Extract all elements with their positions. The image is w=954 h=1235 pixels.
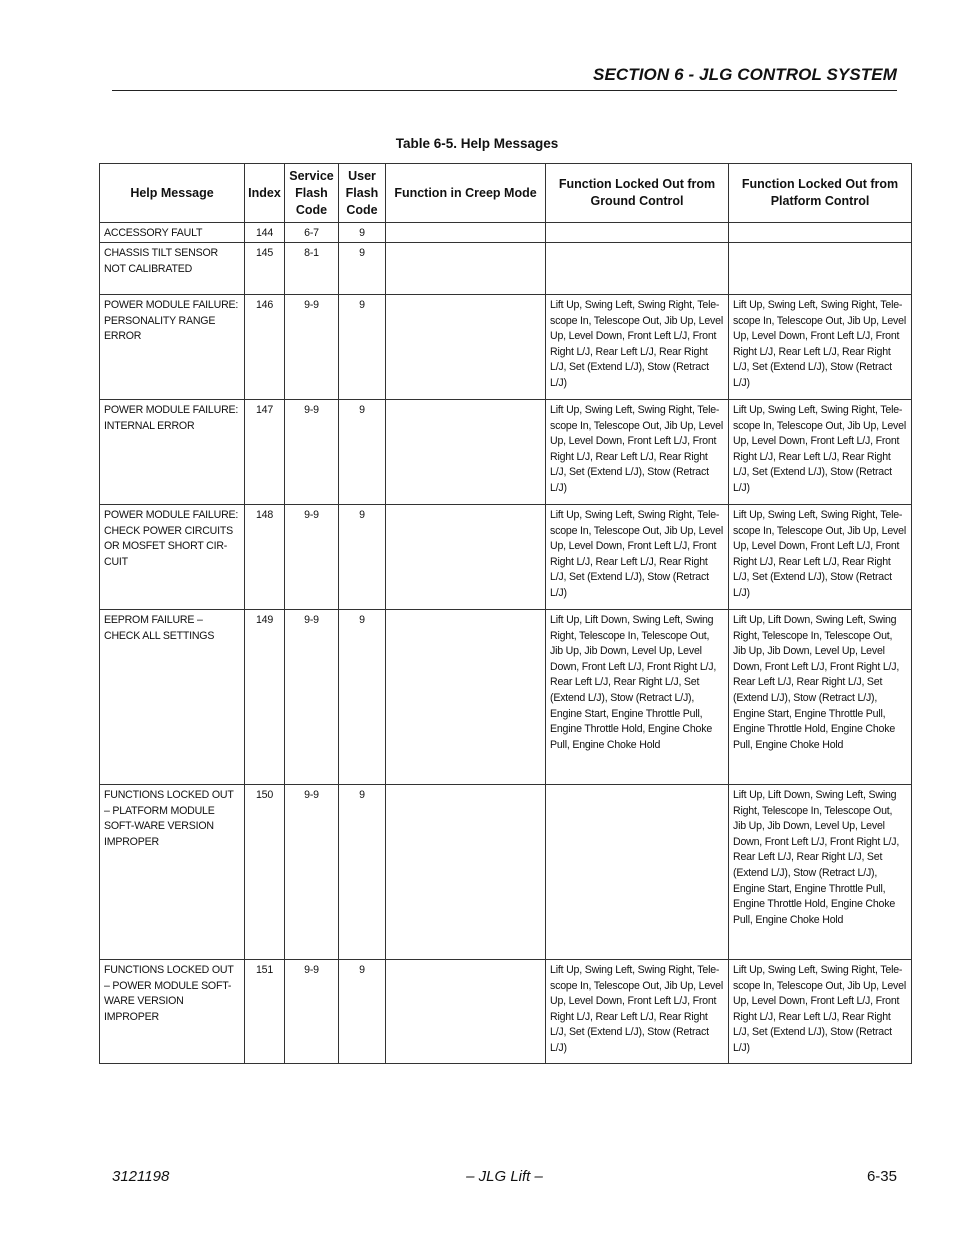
user-code-cell: 9 [339,960,386,1064]
index-cell: 149 [245,610,285,785]
ground-control-cell: Lift Up, Swing Left, Swing Right, Tele-scope In, Telescope Out, Jib Up, Level Up, Level Down, Front Left L/J, Front Right L/J, Rear Left L/J, Rear Right L/J, Set (Extend L/J), Stow (Retract L/J) [546,295,729,400]
user-code-cell: 9 [339,610,386,785]
table-row [100,505,912,610]
creep-mode-cell [386,785,546,960]
col-header-service-flash-code: Service Flash Code [285,164,339,223]
creep-mode-cell [386,610,546,785]
service-code-cell: 9-9 [285,610,339,785]
col-header-platform-control: Function Locked Out from Platform Control [729,164,912,223]
col-header-user-flash-code: User Flash Code [339,164,386,223]
help-message-cell: FUNCTIONS LOCKED OUT – POWER MODULE SOFT-WARE VERSION IMPROPER [100,960,245,1064]
creep-mode-cell [386,243,546,295]
help-message-cell: POWER MODULE FAILURE: INTERNAL ERROR [100,400,245,505]
ground-control-cell: Lift Up, Lift Down, Swing Left, Swing Right, Telescope In, Telescope Out, Jib Up, Jib Down, Level Up, Level Down, Front Left L/J, Front Right L/J, Rear Left L/J, Rear Right L/J, Set (Extend L/J), Stow (Retract L/J), Engine Start, Engine Throttle Pull, Engine Throttle Hold, Engine Choke Pull, Engine Choke Hold [546,610,729,785]
help-message-cell: POWER MODULE FAILURE: PERSONALITY RANGE ERROR [100,295,245,400]
col-header-index: Index [245,164,285,223]
col-header-ground-control: Function Locked Out from Ground Control [546,164,729,223]
service-code-cell: 9-9 [285,400,339,505]
table-row [100,785,912,960]
index-cell: 146 [245,295,285,400]
platform-control-cell: Lift Up, Swing Left, Swing Right, Tele-scope In, Telescope Out, Jib Up, Level Up, Level Down, Front Left L/J, Front Right L/J, Rear Left L/J, Rear Right L/J, Set (Extend L/J), Stow (Retract L/J) [729,960,912,1064]
platform-control-cell: Lift Up, Swing Left, Swing Right, Tele-scope In, Telescope Out, Jib Up, Level Up, Level Down, Front Left L/J, Front Right L/J, Rear Left L/J, Rear Right L/J, Set (Extend L/J), Stow (Retract L/J) [729,400,912,505]
creep-mode-cell [386,505,546,610]
page-number: 6-35 [866,1168,897,1185]
creep-mode-cell [386,295,546,400]
user-code-cell: 9 [339,785,386,960]
help-message-cell: POWER MODULE FAILURE: CHECK POWER CIRCUITS OR MOSFET SHORT CIR-CUIT [100,505,245,610]
user-code-cell: 9 [339,295,386,400]
page-header [112,64,897,91]
index-cell: 150 [245,785,285,960]
help-message-cell: FUNCTIONS LOCKED OUT – PLATFORM MODULE SOFT-WARE VERSION IMPROPER [100,785,245,960]
table-row [100,610,912,785]
index-cell: 151 [245,960,285,1064]
ground-control-cell: Lift Up, Swing Left, Swing Right, Tele-scope In, Telescope Out, Jib Up, Level Up, Level Down, Front Left L/J, Front Right L/J, Rear Left L/J, Rear Right L/J, Set (Extend L/J), Stow (Retract L/J) [546,400,729,505]
help-messages-table [99,163,912,1064]
service-code-cell: 9-9 [285,505,339,610]
user-code-cell: 9 [339,243,386,295]
user-code-cell: 9 [339,505,386,610]
platform-control-cell: Lift Up, Swing Left, Swing Right, Tele-scope In, Telescope Out, Jib Up, Level Up, Level Down, Front Left L/J, Front Right L/J, Rear Left L/J, Rear Right L/J, Set (Extend L/J), Stow (Retract L/J) [729,295,912,400]
platform-control-cell [729,223,912,243]
service-code-cell: 9-9 [285,960,339,1064]
creep-mode-cell [386,400,546,505]
section-title: SECTION 6 - JLG CONTROL SYSTEM [593,65,897,84]
service-code-cell: 8-1 [285,243,339,295]
platform-control-cell: Lift Up, Lift Down, Swing Left, Swing Right, Telescope In, Telescope Out, Jib Up, Jib Down, Level Up, Level Down, Front Left L/J, Front Right L/J, Rear Left L/J, Rear Right L/J, Set (Extend L/J), Stow (Retract L/J), Engine Start, Engine Throttle Pull, Engine Throttle Hold, Engine Choke Pull, Engine Choke Hold [729,785,912,960]
index-cell: 144 [245,223,285,243]
col-header-help-message: Help Message [100,164,245,223]
page-footer [112,1168,897,1188]
platform-control-cell: Lift Up, Swing Left, Swing Right, Tele-scope In, Telescope Out, Jib Up, Level Up, Level Down, Front Left L/J, Front Right L/J, Rear Left L/J, Rear Right L/J, Set (Extend L/J), Stow (Retract L/J) [729,505,912,610]
table-header-row [100,164,912,223]
service-code-cell: 9-9 [285,785,339,960]
table-row [100,223,912,243]
creep-mode-cell [386,223,546,243]
table-row [100,400,912,505]
user-code-cell: 9 [339,400,386,505]
platform-control-cell [729,243,912,295]
index-cell: 145 [245,243,285,295]
help-message-cell: EEPROM FAILURE – CHECK ALL SETTINGS [100,610,245,785]
ground-control-cell [546,785,729,960]
user-code-cell: 9 [339,223,386,243]
help-message-cell: CHASSIS TILT SENSOR NOT CALIBRATED [100,243,245,295]
brand-footer: – JLG Lift – [466,1168,543,1185]
help-message-cell: ACCESSORY FAULT [100,223,245,243]
table-caption: Table 6-5. Help Messages [395,136,559,151]
table-row [100,243,912,295]
service-code-cell: 6-7 [285,223,339,243]
ground-control-cell [546,243,729,295]
document-number: 3121198 [112,1168,170,1185]
ground-control-cell: Lift Up, Swing Left, Swing Right, Tele-scope In, Telescope Out, Jib Up, Level Up, Level Down, Front Left L/J, Front Right L/J, Rear Left L/J, Rear Right L/J, Set (Extend L/J), Stow (Retract L/J) [546,960,729,1064]
service-code-cell: 9-9 [285,295,339,400]
index-cell: 148 [245,505,285,610]
table-row [100,960,912,1064]
creep-mode-cell [386,960,546,1064]
col-header-creep-mode: Function in Creep Mode [386,164,546,223]
platform-control-cell: Lift Up, Lift Down, Swing Left, Swing Right, Telescope In, Telescope Out, Jib Up, Jib Down, Level Up, Level Down, Front Left L/J, Front Right L/J, Rear Left L/J, Rear Right L/J, Set (Extend L/J), Stow (Retract L/J), Engine Start, Engine Throttle Pull, Engine Throttle Hold, Engine Choke Pull, Engine Choke Hold [729,610,912,785]
ground-control-cell: Lift Up, Swing Left, Swing Right, Tele-scope In, Telescope Out, Jib Up, Level Up, Level Down, Front Left L/J, Front Right L/J, Rear Left L/J, Rear Right L/J, Set (Extend L/J), Stow (Retract L/J) [546,505,729,610]
ground-control-cell [546,223,729,243]
index-cell: 147 [245,400,285,505]
table-row [100,295,912,400]
